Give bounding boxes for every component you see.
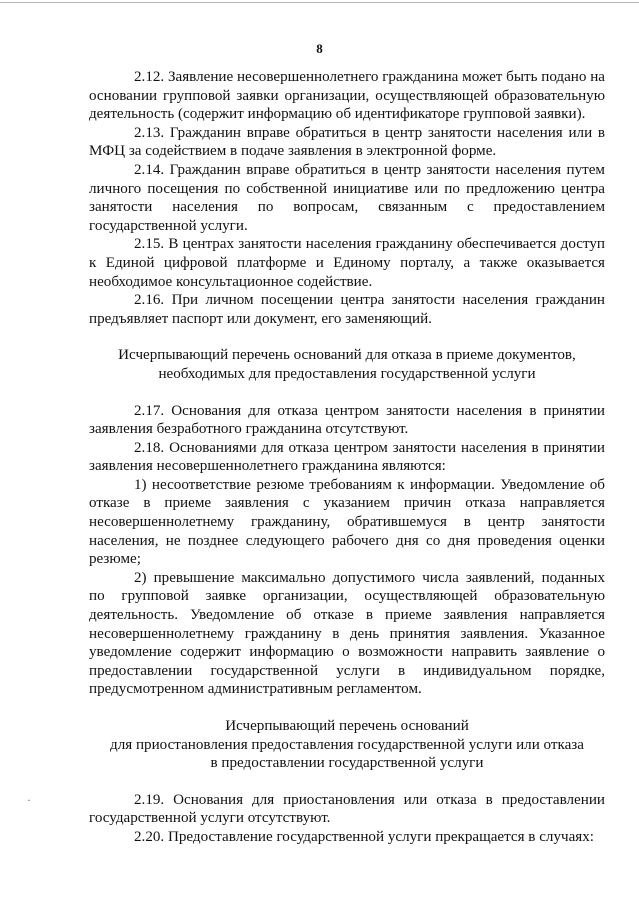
paragraph-2-15: 2.15. В центрах занятости населения гражданину обеспечивается доступ к Единой цифровой платформе и Единому порталу, а также оказывается необходимое консультационное содействие. [89, 236, 605, 290]
paragraph-2-17: 2.17. Основания для отказа центром занятости населения в принятии заявления безработного гражданина отсутствуют. [89, 402, 605, 438]
scan-top-edge [0, 2, 639, 3]
paragraph-2-18: 2.18. Основаниями для отказа центром занятости населения в принятии заявления несовершеннолетнего гражданина являются: [89, 439, 605, 475]
section-heading-suspension [89, 717, 605, 773]
heading-line: необходимых для предоставления государственной услуги [158, 365, 536, 382]
paragraph-2-20: 2.20. Предоставление государственной услуги прекращается в случаях: [134, 828, 594, 845]
paragraph-2-12: 2.12. Заявление несовершеннолетнего гражданина может быть подано на основании групповой заявки организации, осуществляющей образовательную деятельность (содержит информацию об идентификаторе групповой заявки). [89, 69, 605, 123]
section-heading-refusal-documents [89, 346, 605, 383]
paragraph-2-19: 2.19. Основания для приостановления или отказа в предоставлении государственной услуги отсутствуют. [89, 791, 605, 827]
heading-line: Исчерпывающий перечень оснований [225, 718, 469, 734]
list-item-2: 2) превышение максимально допустимого числа заявлений, поданных по групповой заявке организации, осуществляющей образовательную деятельность. Уведомление об отказе в приеме заявления направляется несовершеннолетнему гражданину в день принятия заявления. Указанное уведомление содержит информацию о возможности направить заявление о предоставлении государственной услуги в индивидуальном порядке, предусмотренном административным регламентом. [89, 569, 605, 698]
heading-line: в предоставлении государственной услуги [210, 755, 484, 772]
heading-line: для приостановления предоставления государственной услуги или отказа [110, 736, 584, 753]
paragraph-2-16: 2.16. При личном посещении центра занятости населения гражданин предъявляет паспорт или документ, его заменяющий. [89, 292, 605, 327]
paragraph-2-13: 2.13. Гражданин вправе обратиться в центр занятости населения или в МФЦ за содействием в подаче заявления в электронной форме. [89, 124, 605, 160]
page-number: 8 [316, 41, 323, 56]
scan-speck: · [27, 793, 31, 807]
heading-line: Исчерпывающий перечень оснований для отказа в приеме документов, [118, 347, 576, 364]
paragraph-2-14: 2.14. Гражданин вправе обратиться в центр занятости населения путем личного посещения по собственной инициативе или по предложению центра занятости населения по вопросам, связанным с предоставлением государственной услуги. [89, 161, 605, 234]
list-item-1: 1) несоответствие резюме требованиям к информации. Уведомление об отказе в приеме заявления с указанием причин отказа направляется несовершеннолетнему гражданину, обратившемуся в центр занятости населения, не позднее следующего рабочего дня со дня проведения оценки резюме; [89, 476, 605, 568]
document-body [89, 68, 605, 847]
